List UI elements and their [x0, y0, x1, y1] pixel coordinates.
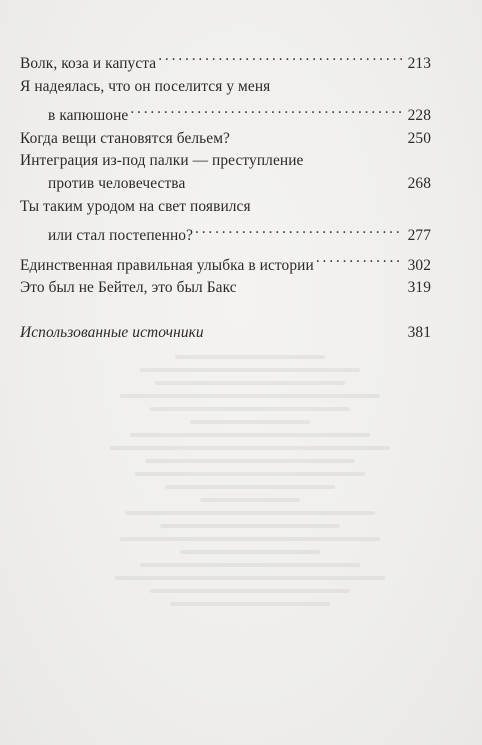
- toc-entry-title: Когда вещи становятся бельем?: [20, 129, 230, 147]
- toc-page-number: 319: [407, 279, 431, 297]
- toc-page-number: 381: [407, 323, 431, 341]
- toc-entry-sources[interactable]: [20, 322, 431, 345]
- toc-entry[interactable]: [20, 46, 431, 76]
- toc-page-number: 250: [407, 129, 431, 147]
- toc-entry-title-line1: Я надеялась, что он поселится у меня: [20, 77, 271, 95]
- toc-entry-title-line1: Интеграция из-под палки — преступление: [20, 152, 304, 170]
- toc-entry[interactable]: [20, 248, 431, 278]
- show-through-text: [100, 355, 400, 685]
- toc-entry-title-line2: в капюшоне: [48, 107, 129, 125]
- leader-dots: [316, 248, 402, 270]
- toc-page-number: 213: [407, 55, 431, 72]
- table-of-contents: [20, 46, 431, 345]
- toc-entry[interactable]: [20, 128, 431, 151]
- toc-page-number: 302: [407, 256, 431, 274]
- toc-entry[interactable]: [20, 196, 431, 248]
- toc-page-number: 277: [407, 227, 431, 245]
- toc-page-number: 228: [407, 107, 431, 125]
- toc-entry[interactable]: [20, 150, 431, 195]
- toc-entry-title-line1: Ты таким уродом на свет появился: [20, 197, 251, 215]
- leader-dots: [130, 98, 401, 120]
- toc-entry-title-line2: или стал постепенно?: [48, 227, 194, 245]
- toc-entry-title: Волк, коза и капуста: [20, 55, 157, 72]
- toc-sources-title: Использованные источники: [20, 323, 204, 341]
- leader-dots: [195, 218, 402, 240]
- leader-dots: [158, 46, 401, 68]
- toc-entry-title-line2: против человечества: [48, 174, 186, 192]
- toc-page-number: 268: [407, 174, 431, 192]
- toc-entry[interactable]: [20, 76, 431, 128]
- toc-entry-title: Единственная правильная улыбка в истории: [20, 256, 314, 274]
- toc-entry[interactable]: [20, 277, 431, 300]
- toc-entry-title: Это был не Бейтел, это был Бакс: [20, 279, 237, 297]
